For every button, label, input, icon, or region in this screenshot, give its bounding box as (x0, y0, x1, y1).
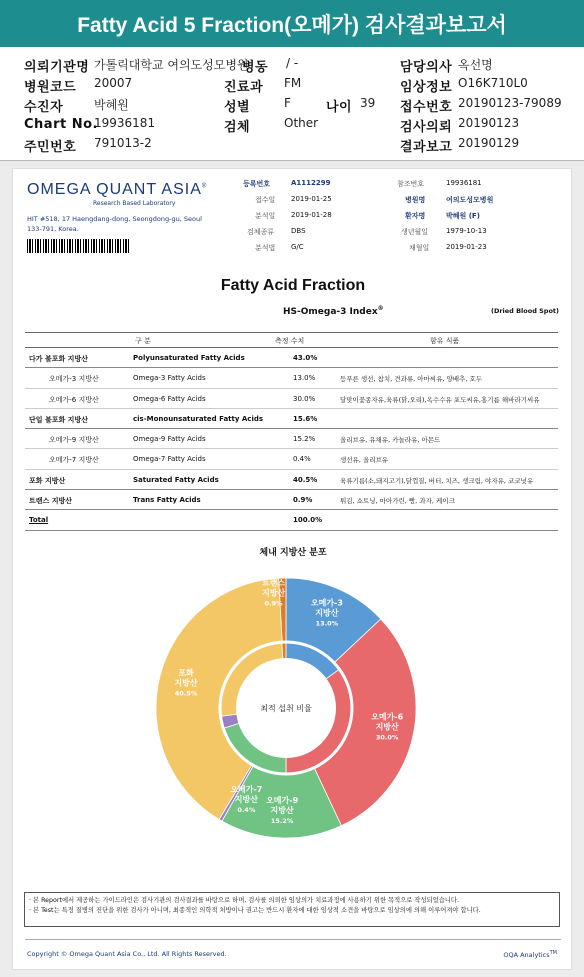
row-value: 0.4% (293, 455, 311, 464)
row-category-kr: 오메가-9 지방산 (49, 436, 99, 445)
table-row (25, 490, 558, 510)
clinical-label: 임상정보 (400, 80, 453, 95)
lab-subtitle: Research Based Laboratory (93, 200, 176, 207)
lab-name: OMEGA QUANT ASIA (27, 181, 202, 198)
ward-label: 병동 (242, 60, 269, 75)
specimen-row (224, 116, 319, 135)
report-page (12, 168, 572, 970)
chart-value: 19936181 (94, 116, 156, 130)
row-value: 13.0% (293, 374, 316, 383)
fatty-acid-donut-chart (151, 571, 421, 846)
result-row (400, 136, 520, 155)
fatty-acid-table (25, 332, 558, 531)
row-foods: 등푸른 생선, 참치, 견과류, 아마씨유, 양배추, 호두 (340, 375, 483, 384)
institution-value: 가톨릭대학교 여의도성모병원 (94, 58, 249, 72)
row-foods: 생선유, 올리브유 (340, 456, 389, 465)
meta-ref-no-label: 참조번호 (397, 180, 425, 188)
disclaimer-note-2: · 본 Test는 특정 질병의 진단을 위한 검사가 아니며, 최종적인 의학적 처방이나 권고는 반드시 환자에 대한 임상적 소견을 바탕으로 임상의에 의해 이루어져야 합니다. (29, 907, 481, 914)
footer-brand: OQA Analytics™ (503, 950, 557, 960)
request-row (400, 116, 520, 135)
meta-hospital: 여의도성모병원 (446, 196, 494, 204)
row-value: 15.2% (293, 435, 316, 444)
meta-method-label: 분석법 (255, 244, 276, 252)
sex-row (224, 96, 291, 115)
meta-sample-label: 검체종류 (247, 228, 275, 236)
sex-value: F (284, 96, 291, 110)
row-category-kr: 오메가-6 지방산 (49, 395, 99, 404)
meta-collected: 2019-01-23 (446, 243, 487, 251)
dried-blood-spot-label: (Dried Blood Spot) (490, 307, 559, 315)
ward-row (242, 56, 299, 75)
hospital-code-row (24, 76, 133, 95)
header-value: 측정 수치 (275, 337, 305, 345)
meta-analyzed-label: 분석일 (255, 212, 276, 220)
dept-value: FM (284, 76, 302, 90)
report-title: Fatty Acid 5 Fraction(오메가) 검사결과보고서 (0, 0, 584, 47)
donut-center-label: 최적 섭취 비율 (260, 704, 312, 713)
row-category-en: Omega-3 Fatty Acids (133, 374, 206, 383)
outer-slice-label-0: 오메가-3 지방산 13.0% (310, 598, 343, 628)
row-value: 30.0% (293, 394, 316, 403)
receipt-label: 접수번호 (400, 100, 453, 115)
chart-label: Chart No. (24, 117, 98, 132)
lab-registered-mark: ® (201, 183, 208, 190)
donut-chart-title: 체내 지방산 분포 (259, 548, 327, 558)
institution-label: 의뢰기관명 (24, 60, 90, 75)
footer-copyright: Copyright © Omega Quant Asia Co., Ltd. All Rights Reserved. (27, 950, 227, 958)
meta-ref-no: 19936181 (446, 179, 482, 187)
row-category-en: Omega-7 Fatty Acids (133, 455, 206, 464)
meta-received: 2019-01-25 (291, 195, 332, 203)
barcode (27, 239, 129, 253)
disclaimer-notes (24, 892, 560, 927)
specimen-value: Other (284, 116, 319, 130)
hospital-code-value: 20007 (94, 76, 133, 90)
meta-dob: 1979-10-13 (446, 227, 487, 235)
table-row (25, 409, 558, 429)
table-row (25, 348, 558, 368)
disclaimer-note-1: · 본 Report에서 제공하는 가이드라인은 검사기관의 검사결과를 바탕으로 하며, 검사를 의뢰한 임상의가 치료과정에 사용하기 위한 목적으로 작성되었습니다. (29, 897, 459, 904)
outer-slice-label-1: 오메가-6 지방산 30.0% (371, 712, 404, 742)
table-header (25, 332, 558, 348)
row-foods: 육류기름(소,돼지고기),닭껍질, 버터, 치즈, 생크림, 야자유, 코코넛유 (340, 476, 534, 485)
receipt-row (400, 96, 562, 115)
id-value: 791013-2 (94, 136, 152, 150)
chart-row (24, 116, 156, 132)
row-category-kr: 포화 지방산 (29, 476, 66, 485)
institution-row (24, 56, 249, 75)
hospital-code-label: 병원코드 (24, 80, 77, 95)
table-row (25, 470, 558, 490)
meta-method: G/C (291, 243, 304, 251)
age-value: 39 (360, 96, 376, 110)
meta-analyzed: 2019-01-28 (291, 211, 332, 219)
meta-dob-label: 생년월일 (401, 228, 429, 236)
row-category-kr: 트랜스 지방산 (29, 497, 73, 506)
row-foods: 튀김, 쇼트닝, 마아가린, 빵, 과자, 케이크 (340, 497, 455, 506)
row-category-en: Omega-9 Fatty Acids (133, 435, 206, 444)
clinical-row (400, 76, 528, 95)
row-foods: 올리브유, 유채유, 카놀라유, 아몬드 (340, 436, 441, 445)
row-category-en: Saturated Fatty Acids (133, 475, 219, 484)
id-row (24, 136, 152, 155)
patient-info-panel (0, 47, 584, 161)
row-category-en: Polyunsaturated Fatty Acids (133, 354, 245, 362)
row-category-kr: 오메가-3 지방산 (49, 375, 99, 384)
outer-slice-label-5: 트랜스 지방산 0.9% (261, 578, 286, 608)
row-value: 100.0% (293, 516, 323, 525)
patient-value: 박혜원 (94, 98, 129, 112)
result-value: 20190129 (458, 136, 520, 150)
result-label: 결과보고 (400, 140, 453, 155)
table-row (25, 389, 558, 409)
table-row (25, 510, 558, 530)
hs-omega-index-mark: ® (377, 305, 384, 312)
doctor-value: 옥선명 (458, 58, 493, 72)
footer-brand-mark: TM (549, 950, 557, 956)
row-value: 0.9% (293, 496, 313, 505)
footer-divider (25, 939, 561, 940)
row-category-kr: Total (29, 516, 49, 525)
meta-sample: DBS (291, 227, 306, 235)
meta-patient: 박혜원 (F) (446, 212, 480, 220)
patient-label: 수진자 (24, 100, 64, 115)
table-row (25, 368, 558, 388)
dept-label: 진료과 (224, 80, 264, 95)
meta-reg-no-label: 등록번호 (243, 180, 271, 188)
row-category-en: Omega-6 Fatty Acids (133, 394, 206, 403)
meta-patient-label: 환자명 (405, 212, 426, 220)
outer-slice-label-4: 포화 지방산 40.5% (174, 668, 198, 698)
fatty-acid-fraction-title: Fatty Acid Fraction (220, 277, 366, 294)
dept-row (224, 76, 302, 95)
doctor-row (400, 56, 493, 75)
patient-row (24, 96, 129, 115)
row-value: 40.5% (293, 475, 318, 484)
lab-logo (27, 181, 207, 199)
meta-hospital-label: 병원명 (405, 196, 426, 204)
row-value: 43.0% (293, 354, 318, 362)
outer-slice-label-3: 오메가-7 지방산 0.4% (230, 784, 263, 814)
clinical-value: O16K710L0 (458, 76, 528, 90)
header-foods: 함유 식품 (430, 337, 460, 345)
age-row (326, 96, 376, 115)
meta-collected-label: 채혈일 (409, 244, 430, 252)
doctor-label: 담당의사 (400, 60, 453, 75)
sex-label: 성별 (224, 100, 251, 115)
row-value: 15.6% (293, 414, 318, 423)
meta-reg-no: A1112299 (291, 179, 331, 187)
lab-address: HIT #518, 17 Haengdang-dong, Seongdong-gu, Seoul 133-791, Korea. (27, 215, 202, 233)
hs-omega-index-label: HS-Omega-3 Index® (283, 305, 384, 317)
row-foods: 달맞이꽃종자유,육류(닭,오리),옥수수유 포도씨유,홍기름 해바라기씨유 (340, 395, 540, 404)
row-category-en: cis-Monounsaturated Fatty Acids (133, 414, 264, 423)
row-category-kr: 단일 불포화 지방산 (29, 415, 88, 424)
table-row (25, 449, 558, 469)
id-label: 주민번호 (24, 140, 77, 155)
request-label: 검사의뢰 (400, 120, 453, 135)
table-row (25, 429, 558, 449)
header-category: 구 분 (135, 337, 151, 345)
row-category-en: Trans Fatty Acids (133, 496, 201, 505)
row-category-kr: 다가 불포화 지방산 (29, 355, 88, 363)
request-value: 20190123 (458, 116, 520, 130)
receipt-value: 20190123-79089 (458, 96, 562, 110)
meta-received-label: 접수일 (255, 196, 276, 204)
ward-value: / - (286, 56, 299, 70)
row-category-kr: 오메가-7 지방산 (49, 456, 99, 465)
age-label: 나이 (326, 100, 353, 115)
specimen-label: 검체 (224, 120, 251, 135)
outer-slice-label-2: 오메가-9 지방산 15.2% (266, 795, 299, 825)
